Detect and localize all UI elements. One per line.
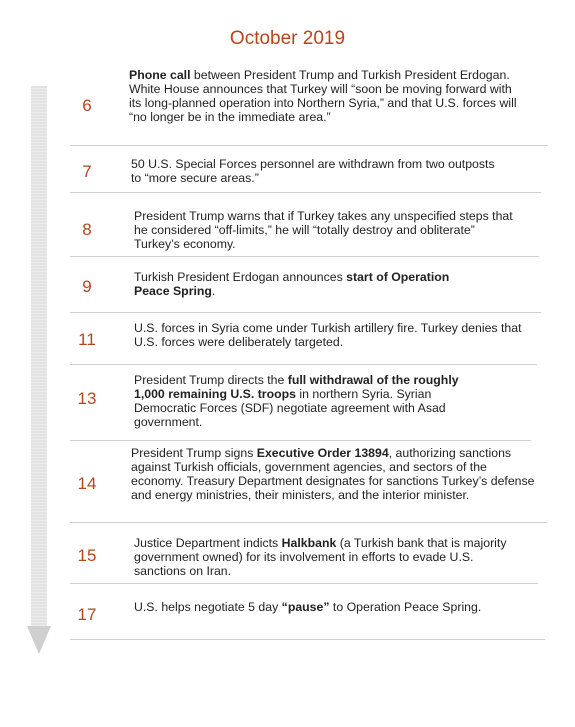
event-emphasis: full withdrawal of the roughly 1,000 remaining U.S. troops (134, 373, 459, 401)
event-day: 17 (77, 605, 97, 624)
timeline-arrow-head (27, 626, 51, 654)
event-text: 50 U.S. Special Forces personnel are withdrawn from two outposts to “more secure areas.” (131, 157, 495, 185)
event-divider (70, 522, 547, 523)
event-text: between President Trump and Turkish President Erdogan. White House announces that Turkey will “soon be moving forward with its long-planned operation into Northern Syria,” and that U.S. forces will “no longer be in the immediate area.” (129, 68, 517, 124)
event-divider (70, 312, 541, 313)
event-day: 14 (77, 474, 97, 493)
event-day: 7 (82, 162, 92, 181)
event-divider (70, 583, 538, 584)
event-text: President Trump signs (131, 446, 257, 460)
event-day: 15 (77, 546, 97, 565)
event-description (134, 321, 534, 349)
event-text: Turkish President Erdogan announces (134, 270, 347, 284)
event-divider (70, 256, 539, 257)
event-description (134, 536, 514, 578)
event-emphasis: start of Operation Peace Spring (134, 270, 450, 298)
event-day: 8 (82, 220, 92, 239)
event-day: 11 (78, 330, 96, 349)
timeline-arrow (27, 86, 51, 656)
event-text: , authorizing sanctions against Turkish officials, government agencies, and sectors of the economy. Treasury Department designates for sanctions Turkey’s defense and energy ministries, their ministers, and the interior minister. (131, 446, 535, 502)
event-description (134, 270, 484, 298)
event-day: 6 (82, 96, 92, 115)
event-description (131, 446, 541, 502)
event-text: President Trump warns that if Turkey takes any unspecified steps that he considered “off-limits,” he will “totally destroy and obliterate” Turkey’s economy. (134, 209, 513, 251)
event-divider (70, 440, 531, 441)
event-text: President Trump directs the (134, 373, 288, 387)
event-description (131, 157, 501, 185)
event-emphasis: Halkbank (281, 536, 337, 550)
event-text: U.S. forces in Syria come under Turkish artillery fire. Turkey denies that U.S. forces were deliberately targeted. (134, 321, 522, 349)
event-text: Justice Department indicts (134, 536, 282, 550)
event-text: U.S. helps negotiate 5 day (134, 600, 282, 614)
event-text: in northern Syria. Syrian Democratic Forces (SDF) negotiate agreement with Asad government. (134, 387, 446, 429)
timeline-arrow-shaft (31, 86, 47, 626)
event-emphasis: Executive Order 13894 (256, 446, 389, 460)
event-description (129, 68, 519, 124)
event-day: 9 (82, 277, 92, 296)
event-divider (70, 639, 545, 640)
event-description (134, 373, 474, 429)
event-divider (70, 364, 537, 365)
event-emphasis: Phone call (129, 68, 191, 82)
event-divider (70, 145, 548, 146)
event-text: . (211, 284, 216, 298)
event-divider (70, 192, 541, 193)
event-description (134, 600, 534, 614)
event-text: to Operation Peace Spring. (329, 600, 482, 614)
event-description (134, 209, 514, 251)
event-text: (a Turkish bank that is majority government owned) for its involvement in efforts to evade U.S. sanctions on Iran. (134, 536, 507, 578)
page-title: October 2019 (229, 28, 346, 49)
event-day: 13 (77, 389, 97, 408)
event-emphasis: “pause” (281, 600, 330, 614)
